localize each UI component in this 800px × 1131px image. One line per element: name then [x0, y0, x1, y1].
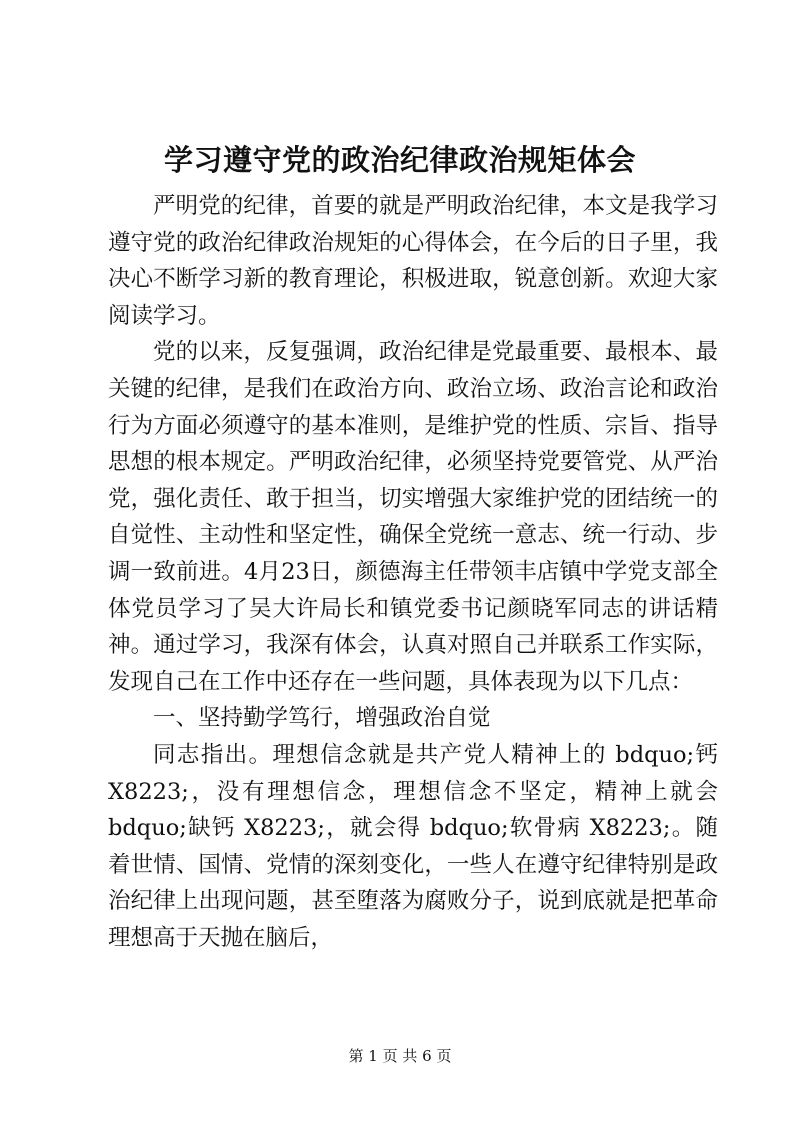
paragraph-ideals: 同志指出。理想信念就是共产党人精神上的 bdquo;钙 X8223;，没有理想信念，理想信念不坚定，精神上就会 bdquo;缺钙 X8223;，就会得 bdquo;软骨病 X8223;。随着世情、国情、党情的深刻变化，一些人在遵守纪律特别是政治纪律上出现问题，甚至堕落为腐败分子，说到底就是把革命理想高于天抛在脑后，	[108, 741, 718, 951]
section-heading-1: 一、坚持勤学笃行，增强政治自觉	[153, 705, 491, 732]
page-footer: 第 1 页 共 6 页	[348, 1047, 452, 1065]
paragraph-discipline: 党的以来，反复强调，政治纪律是党最重要、最根本、最关键的纪律，是我们在政治方向、政治立场、政治言论和政治行为方面必须遵守的基本准则，是维护党的性质、宗旨、指导思想的根本规定。严明政治纪律，必须坚持党要管党、从严治党，强化责任、敢于担当，切实增强大家维护党的团结统一的自觉性、主动性和坚定性，确保全党统一意志、统一行动、步调一致前进。4月23日，颜德海主任带领丰店镇中学党支部全体党员学习了吴大许局长和镇党委书记颜晓军同志的讲话精神。通过学习，我深有体会，认真对照自己并联系工作实际，发现自己在工作中还存在一些问题，具体表现为以下几点：	[108, 339, 718, 695]
document-body	[108, 188, 718, 956]
document-title: 学习遵守党的政治纪律政治规矩体会	[163, 143, 636, 177]
paragraph-intro: 严明党的纪律，首要的就是严明政治纪律，本文是我学习遵守党的政治纪律政治规矩的心得体会，在今后的日子里，我决心不断学习新的教育理论，积极进取，锐意创新。欢迎大家阅读学习。	[108, 193, 718, 329]
